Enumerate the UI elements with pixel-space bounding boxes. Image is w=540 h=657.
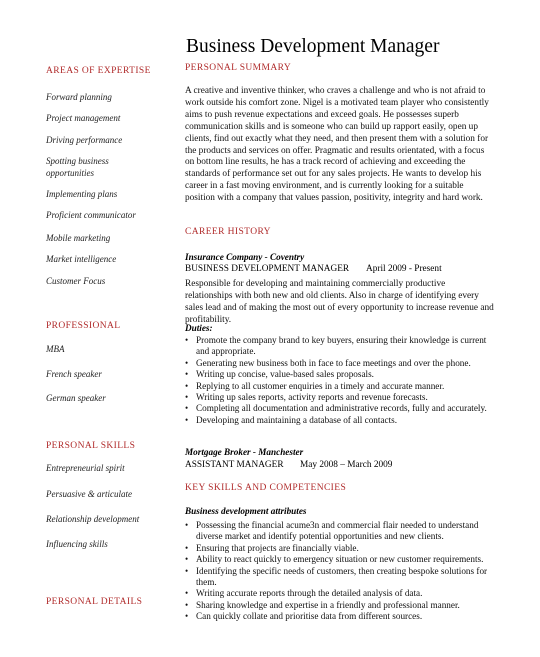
expertise-item: Proficient communicator [46,210,136,220]
duties-label: Duties: [185,323,213,333]
page-title: Business Development Manager [186,36,440,57]
bullet-icon: • [185,599,189,610]
bullet-icon: • [185,565,189,576]
expertise-item: Forward planning [46,92,112,102]
expertise-item: Customer Focus [46,276,106,286]
bullet-icon: • [185,357,189,368]
list-item: • Replying to all customer enquiries in a timely and accurate manner. [185,380,445,391]
list-item: • Developing and maintaining a database of all contacts. [185,414,398,425]
skills-heading: PERSONAL SKILLS [46,441,136,451]
skill-item: Influencing skills [46,539,108,549]
job1-description: Responsible for developing and maintaining commercially productive relationships with both new and old clients. Also in charge of identifying every sales lead and of making the most out of every opportunity to increase revenue and profitability. [185,279,494,325]
career-heading: CAREER HISTORY [185,227,271,237]
expertise-item: Driving performance [46,135,123,145]
bullet-icon: • [185,403,189,414]
bullet-icon: • [185,335,189,345]
list-item: • Generating new business both in face to face meetings and over the phone. [185,357,471,368]
list-item: • Ability to react quickly to emergency situation or new customer requirements. [185,554,484,565]
key-skills-heading: KEY SKILLS AND COMPETENCIES [185,483,347,493]
bullet-icon: • [185,554,189,565]
job2-dates: May 2008 – March 2009 [300,460,393,470]
job1-role: BUSINESS DEVELOPMENT MANAGER [185,264,350,274]
bullet-icon: • [185,380,189,391]
professional-heading: PROFESSIONAL [46,321,121,331]
summary-text: A creative and inventive thinker, who craves a challenge and who is not afraid to work outside his comfort zone. Nigel is a motivated team player who consistently aims to push revenue expectations and exceed goals. He possesses superb communication skills and is someone who can build up rapport easily, open up clients, find out exactly what they need, and then present them with a solution for the products and services on offer. Pragmatic and results orientated, with a focus on bottom line results, he has a track record of achieving and exceeding the standards of performance set out for any sales projects. He wants to develop his career in a fast moving environment, and is currently looking for a suitable position with a company that values passion, positivity, integrity and hard work. [185,86,489,204]
professional-item: German speaker [46,393,106,403]
job2-role: ASSISTANT MANAGER [185,460,284,470]
expertise-item: Spotting business opportunities [46,156,109,178]
job1-dates: April 2009 - Present [366,264,442,274]
skill-item: Entrepreneurial spirit [46,463,125,473]
list-item: • Possessing the financial acume3n and commercial flair needed to understand diverse market and identify potential opportunities and new clients. [185,520,479,542]
duties-list [185,335,495,426]
list-item: • Writing accurate reports through the detailed analysis of data. [185,588,423,599]
list-item: • Completing all documentation and administrative records, fully and accurately. [185,403,487,414]
list-item: • Can quickly collate and prioritise data from different sources. [185,611,423,622]
list-item: • Writing up sales reports, activity reports and revenue forecasts. [185,392,428,403]
job1-role-row [185,264,442,274]
expertise-item: Project management [46,113,121,123]
bullet-icon: • [185,392,189,403]
job1-company: Insurance Company - Coventry [185,252,305,262]
list-item: • Identifying the specific needs of customers, then creating bespoke solutions for them. [185,565,488,588]
list-item: • Ensuring that projects are financially viable. [185,542,359,553]
job2-company: Mortgage Broker - Manchester [185,447,304,457]
job2-role-row [185,460,393,470]
list-item: • Promote the company brand to key buyers, ensuring their knowledge is current and appropriate. [185,335,487,357]
professional-item: MBA [46,344,65,354]
expertise-item: Mobile marketing [46,233,111,243]
key-skills-list [185,520,495,623]
skill-item: Persuasive & articulate [46,489,132,499]
skill-item: Relationship development [46,514,140,524]
key-skills-sublabel: Business development attributes [185,506,307,516]
bullet-icon: • [185,414,189,425]
bullet-icon: • [185,520,189,530]
bullet-icon: • [185,369,189,380]
professional-item: French speaker [46,369,102,379]
list-item: • Writing up concise, value-based sales proposals. [185,369,374,380]
expertise-heading: AREAS OF EXPERTISE [46,66,151,76]
list-item: • Sharing knowledge and expertise in a friendly and professional manner. [185,599,460,610]
expertise-item: Market intelligence [46,254,117,264]
expertise-item: Implementing plans [46,189,118,199]
details-heading: PERSONAL DETAILS [46,597,143,607]
summary-heading: PERSONAL SUMMARY [185,63,292,73]
bullet-icon: • [185,611,189,622]
bullet-icon: • [185,542,189,553]
bullet-icon: • [185,588,189,599]
